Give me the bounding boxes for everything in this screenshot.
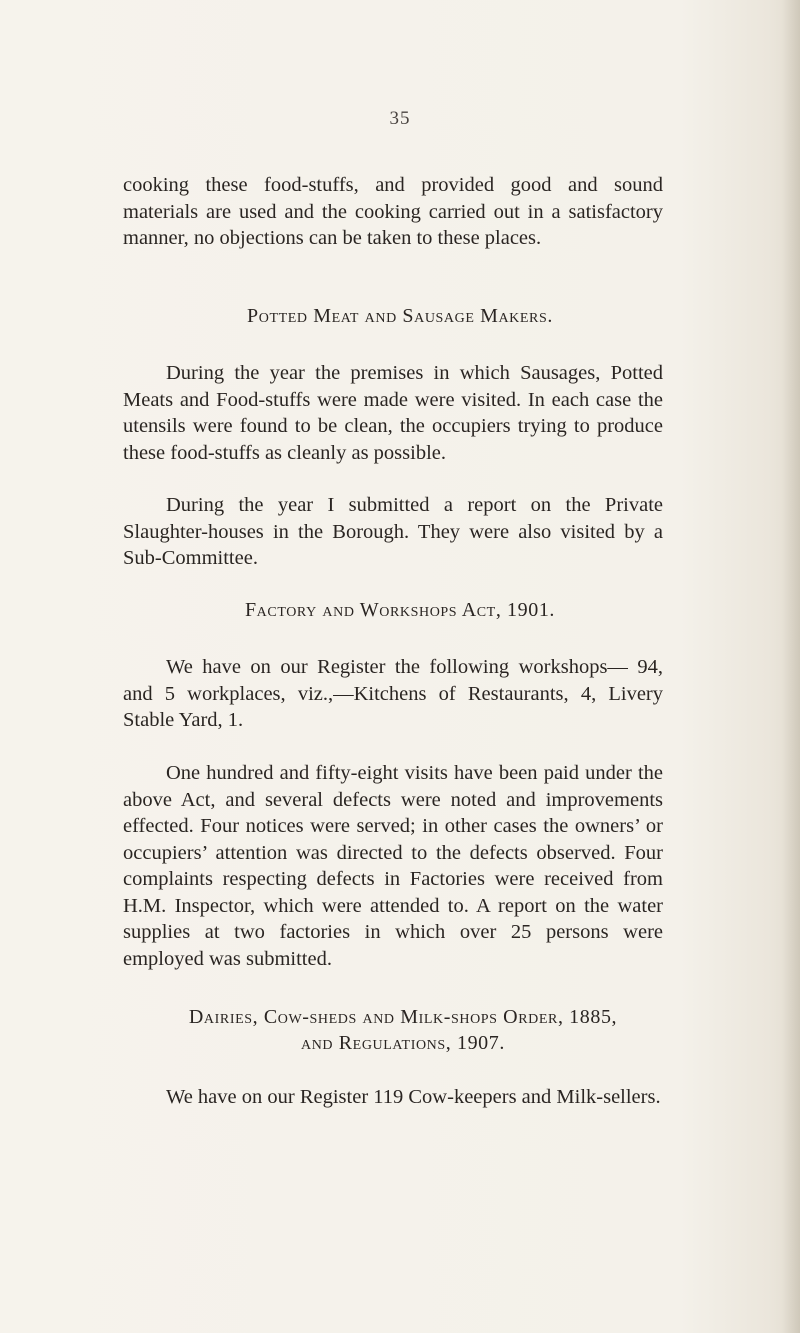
paragraph-text: We have on our Register 119 Cow-keepers and Milk-sellers. (166, 1086, 661, 1108)
paragraph-text: During the year I submitted a report on the Private Slaughter-houses in the Borough. They were also visited by a Sub-Committee. (123, 494, 663, 569)
paragraph-continuation (123, 172, 663, 252)
paragraph-text: One hundred and fifty-eight visits have been paid under the above Act, and several defects were noted and improvements effected. Four notices were served; in other cases the owners’ or occupiers’ attention was directed to the defects observed. Four complaints respecting defects in Factories were received from H.M. Inspector, which were attended to. A report on the water supplies at two factories in which over 25 persons were employed was submitted. (123, 762, 663, 970)
section-heading-factory-act: Factory and Workshops Act, 1901. (244, 599, 556, 621)
heading-line: Dairies, Cow-sheds and Milk-shops Order, 1885, (188, 1006, 618, 1028)
paragraph-text: During the year the premises in which Sausages, Potted Meats and Food-stuffs were made were visited. In each case the utensils were found to be clean, the occupiers trying to produce these food-stuffs as cleanly as possible. (123, 362, 663, 464)
paragraph-register-workshops (123, 654, 663, 734)
heading-line: and Regulations, 1907. (301, 1032, 505, 1054)
paragraph-cow-keepers (123, 1084, 663, 1111)
paragraph-visits (123, 760, 663, 972)
paragraph-potted-meat (123, 360, 663, 466)
paragraph-slaughter-houses (123, 492, 663, 572)
section-heading-dairies (123, 1004, 683, 1056)
paragraph-text: We have on our Register the following workshops— 94, and 5 workplaces, viz.,—Kitchens of Restaurants, 4, Livery Stable Yard, 1. (123, 656, 663, 731)
paragraph-text: cooking these food-stuffs, and provided good and sound materials are used and the cooking carried out in a satisfactory manner, no objections can be taken to these places. (123, 174, 663, 249)
section-heading-potted-meat: Potted Meat and Sausage Makers. (247, 305, 553, 327)
page-number: 35 (389, 108, 411, 129)
page-edge-shadow (782, 0, 800, 1333)
